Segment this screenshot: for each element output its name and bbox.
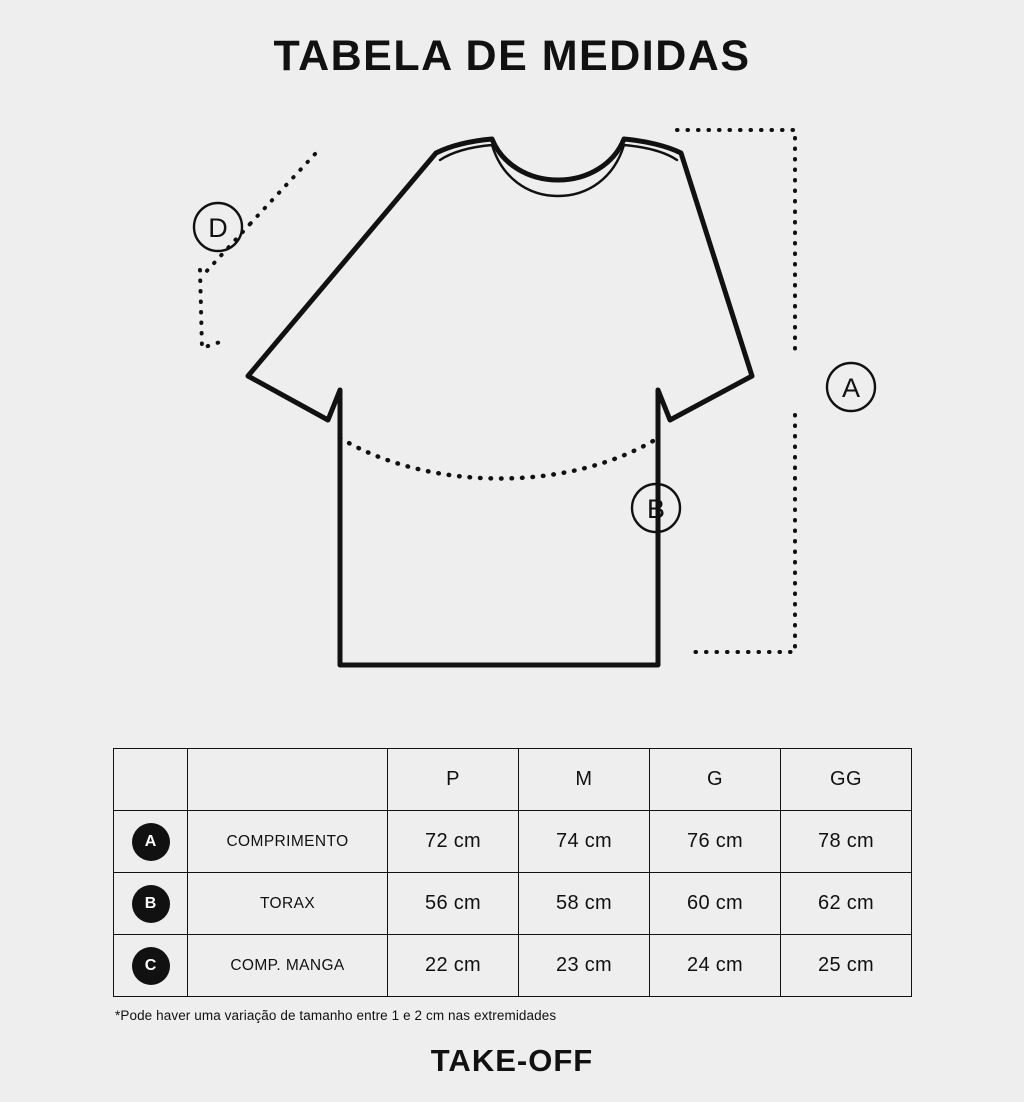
length-measure-bracket — [677, 130, 795, 652]
cell-comprimento-m: 74 cm — [519, 811, 650, 873]
cell-comprimento-p: 72 cm — [388, 811, 519, 873]
marker-d-label: D — [208, 213, 228, 243]
measurements-table — [113, 748, 912, 997]
variation-note: *Pode haver uma variação de tamanho entre 1 e 2 cm nas extremidades — [115, 1008, 557, 1023]
cell-torax-m: 58 cm — [519, 873, 650, 935]
badge-c-label: C — [132, 947, 170, 985]
header-size-m: M — [519, 749, 650, 811]
cell-torax-gg: 62 cm — [781, 873, 912, 935]
header-size-p: P — [388, 749, 519, 811]
badge-a-label: A — [132, 823, 170, 861]
header-measure-corner — [188, 749, 388, 811]
marker-b-label: B — [646, 494, 666, 524]
page-title: TABELA DE MEDIDAS — [273, 32, 751, 80]
measurements-table-wrapper — [113, 748, 911, 997]
cell-manga-g: 24 cm — [650, 935, 781, 997]
chest-measure-line — [340, 438, 658, 479]
cell-comprimento-g: 76 cm — [650, 811, 781, 873]
badge-b-label: B — [132, 885, 170, 923]
cell-torax-g: 60 cm — [650, 873, 781, 935]
header-badge-corner — [114, 749, 188, 811]
cell-comprimento-gg: 78 cm — [781, 811, 912, 873]
table-header-row — [114, 749, 912, 811]
marker-d — [194, 203, 242, 251]
cell-torax-p: 56 cm — [388, 873, 519, 935]
row-badge-a — [114, 811, 188, 873]
header-size-g: G — [650, 749, 781, 811]
row-label-comp-manga: COMP. MANGA — [188, 935, 388, 997]
header-size-gg: GG — [781, 749, 912, 811]
row-badge-b — [114, 873, 188, 935]
brand-logo: TAKE-OFF — [430, 1043, 594, 1078]
collar-inner — [440, 145, 677, 196]
cell-manga-gg: 25 cm — [781, 935, 912, 997]
cell-manga-p: 22 cm — [388, 935, 519, 997]
tshirt-diagram — [140, 120, 900, 700]
row-label-torax: TORAX — [188, 873, 388, 935]
cell-manga-m: 23 cm — [519, 935, 650, 997]
tshirt-outline — [248, 139, 752, 665]
table-row — [114, 811, 912, 873]
marker-a — [827, 363, 875, 411]
table-row — [114, 935, 912, 997]
marker-a-label: A — [841, 373, 861, 403]
table-row — [114, 873, 912, 935]
row-badge-c — [114, 935, 188, 997]
row-label-comprimento: COMPRIMENTO — [188, 811, 388, 873]
